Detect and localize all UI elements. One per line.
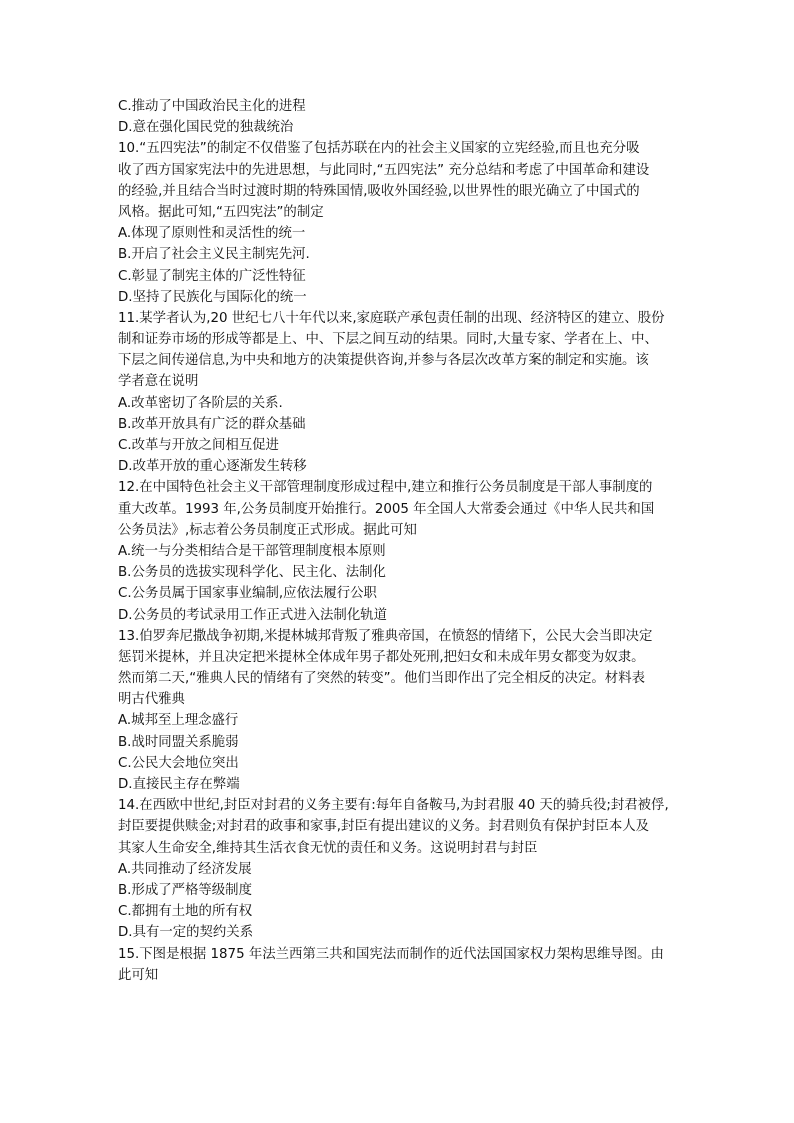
question-stem-line: 然而第二天,“雅典人民的情绪有了突然的转变”。他们当即作出了完全相反的决定。材料表 <box>118 671 645 687</box>
question-stem-line: 12.在中国特色社会主义干部管理制度形成过程中,建立和推行公务员制度是干部人事制度的 <box>118 480 653 496</box>
question-stem-line: 学者意在说明 <box>118 374 199 390</box>
question-9-options <box>118 96 688 138</box>
question-13 <box>118 626 688 796</box>
option-c: C.推动了中国政治民主化的进程 <box>118 99 306 114</box>
question-stem-line: 收了西方国家宪法中的先进思想，与此同时,“五四宪法” 充分总结和考虑了中国革命和建设 <box>118 162 650 178</box>
question-stem-line: 的经验,并且结合当时过渡时期的特殊国情,吸收外国经验,以世界性的眼光确立了中国式的 <box>118 183 640 199</box>
question-stem-line: 11.某学者认为,20 世纪七八十年代以来,家庭联产承包责任制的出现、经济特区的建立、股份 <box>118 310 665 326</box>
question-stem-line: 13.伯罗奔尼撒战争初期,米提林城邦背叛了雅典帝国，在愤怒的情绪下，公民大会当即决定 <box>118 628 653 644</box>
question-stem-line: 10.“五四宪法”的制定不仅借鉴了包括苏联在内的社会主义国家的立宪经验,而且也充分吸 <box>118 141 640 157</box>
question-stem-line: 此可知 <box>118 967 159 983</box>
option-b: B.公务员的选拔实现科学化、民主化、法制化 <box>118 565 386 581</box>
question-stem-line: 15.下图是根据 1875 年法兰西第三共和国宪法而制作的近代法国国家权力架构思维导图。由 <box>118 946 664 962</box>
question-stem-line: 公务员法》,标志着公务员制度正式形成。据此可知 <box>118 522 417 538</box>
question-stem-line: 惩罚米提林，并且决定把米提林全体成年男子都处死刑,把妇女和未成年男女都变为奴隶。 <box>118 649 645 665</box>
option-a: A.城邦至上理念盛行 <box>118 713 239 729</box>
option-d: D.坚持了民族化与国际化的统一 <box>118 289 307 305</box>
question-11 <box>118 308 688 478</box>
option-c: C.公务员属于国家事业编制,应依法履行公职 <box>118 586 377 602</box>
question-stem-line: 封臣要提供赎金;对封君的政事和家事,封臣有提出建议的义务。封君则负有保护封臣本人及 <box>118 819 649 835</box>
question-stem-line: 明古代雅典 <box>118 692 185 708</box>
question-12 <box>118 477 688 625</box>
option-d: D.直接民主存在弊端 <box>118 777 240 792</box>
option-c: C.改革与开放之间相互促进 <box>118 438 279 453</box>
option-c: C.彰显了制宪主体的广泛性特征 <box>118 268 306 284</box>
question-stem-line: 下层之间传递信息,为中央和地方的决策提供咨询,并参与各层次改革方案的制定和实施。该 <box>118 353 649 369</box>
option-a: A.共同推动了经济发展 <box>118 861 252 877</box>
option-b: B.开启了社会主义民主制宪先河. <box>118 247 310 263</box>
question-stem-line: 制和证券市场的形成等都是上、中、下层之间互动的结果。同时,大量专家、学者在上、中、 <box>118 332 658 348</box>
option-b: B.改革开放具有广泛的群众基础 <box>118 416 306 432</box>
question-stem-line: 风格。据此可知,“五四宪法”的制定 <box>118 204 324 220</box>
option-d: D.具有一定的契约关系 <box>118 925 254 941</box>
question-stem-line: 其家人生命安全,维持其生活衣食无忧的责任和义务。这说明封君与封臣 <box>118 840 538 856</box>
option-c: C.都拥有土地的所有权 <box>118 904 253 920</box>
option-b: B.战时同盟关系脆弱 <box>118 734 239 750</box>
option-d: D.意在强化国民党的独裁统治 <box>118 120 294 136</box>
question-15 <box>118 944 688 986</box>
option-b: B.形成了严格等级制度 <box>118 882 252 898</box>
option-a: A.统一与分类相结合是干部管理制度根本原则 <box>118 543 386 559</box>
question-stem-line: 重大改革。1993 年,公务员制度开始推行。2005 年全国人大常委会通过《中华人民共和国 <box>118 501 655 517</box>
question-stem-line: 14.在西欧中世纪,封臣对封君的义务主要有:每年自备鞍马,为封君服 40 天的骑兵役;封君被俘, <box>118 798 669 814</box>
question-10 <box>118 138 688 308</box>
option-a: A.体现了原则性和灵活性的统一 <box>118 226 306 242</box>
option-c: C.公民大会地位突出 <box>118 755 239 771</box>
option-a: A.改革密切了各阶层的关系. <box>118 395 283 411</box>
option-d: D.改革开放的重心逐渐发生转移 <box>118 459 307 475</box>
question-14 <box>118 795 688 943</box>
exam-page <box>118 96 688 986</box>
option-d: D.公务员的考试录用工作正式进入法制化轨道 <box>118 607 387 623</box>
